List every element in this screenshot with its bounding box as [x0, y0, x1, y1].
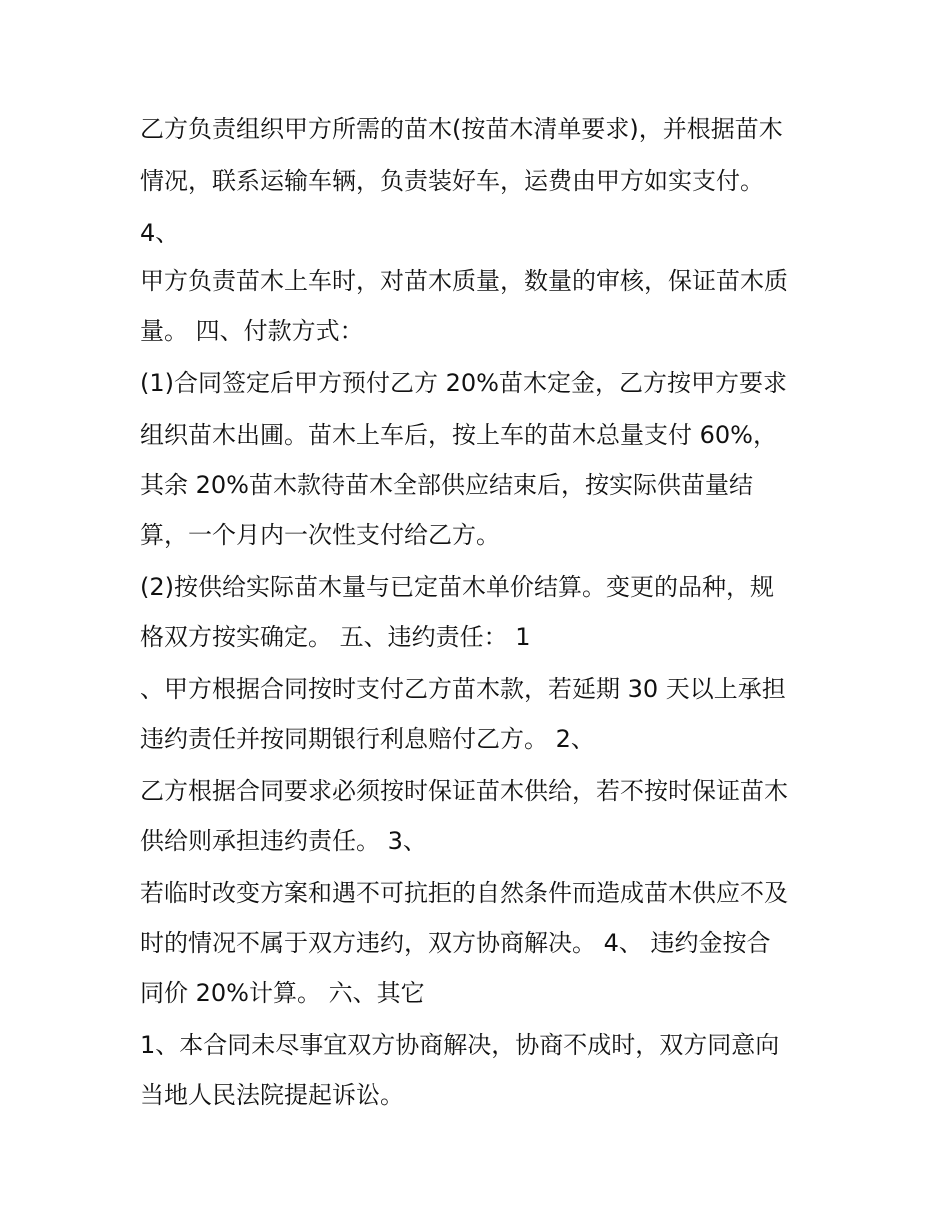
text-line: (2)按供给实际苗木量与已定苗木单价结算。变更的品种，规 [140, 573, 774, 601]
text-line: 供给则承担违约责任。 3、 [140, 827, 427, 855]
text-line: 乙方负责组织甲方所需的苗木(按苗木清单要求)，并根据苗木 [140, 115, 783, 143]
text-line: 当地人民法院提起诉讼。 [140, 1081, 404, 1109]
text-line: 若临时改变方案和遇不可抗拒的自然条件而造成苗木供应不及 [140, 879, 788, 907]
text-line: 乙方根据合同要求必须按时保证苗木供给，若不按时保证苗木 [140, 777, 788, 805]
text-line: 情况，联系运输车辆，负责装好车，运费由甲方如实支付。 [140, 167, 764, 195]
text-line: 1、本合同未尽事宜双方协商解决，协商不成时，双方同意向 [140, 1031, 780, 1059]
text-line: (1)合同签定后甲方预付乙方 20%苗木定金，乙方按甲方要求 [140, 369, 787, 397]
text-line: 算，一个月内一次性支付给乙方。 [140, 521, 500, 549]
text-line: 组织苗木出圃。苗木上车后，按上车的苗木总量支付 60%， [140, 421, 777, 449]
text-line: 量。 四、付款方式： [140, 317, 364, 345]
text-line: 其余 20%苗木款待苗木全部供应结束后，按实际供苗量结 [140, 471, 753, 499]
text-line: 4、 [140, 219, 180, 247]
text-line: 同价 20%计算。 六、其它 [140, 979, 425, 1007]
text-line: 格双方按实确定。 五、违约责任： 1 [140, 623, 531, 651]
text-line: 违约责任并按同期银行利息赔付乙方。 2、 [140, 725, 595, 753]
text-line: 、甲方根据合同按时支付乙方苗木款，若延期 30 天以上承担 [140, 675, 786, 703]
text-line: 时的情况不属于双方违约，双方协商解决。 4、 违约金按合 [140, 929, 771, 957]
text-line: 甲方负责苗木上车时，对苗木质量，数量的审核，保证苗木质 [140, 267, 788, 295]
